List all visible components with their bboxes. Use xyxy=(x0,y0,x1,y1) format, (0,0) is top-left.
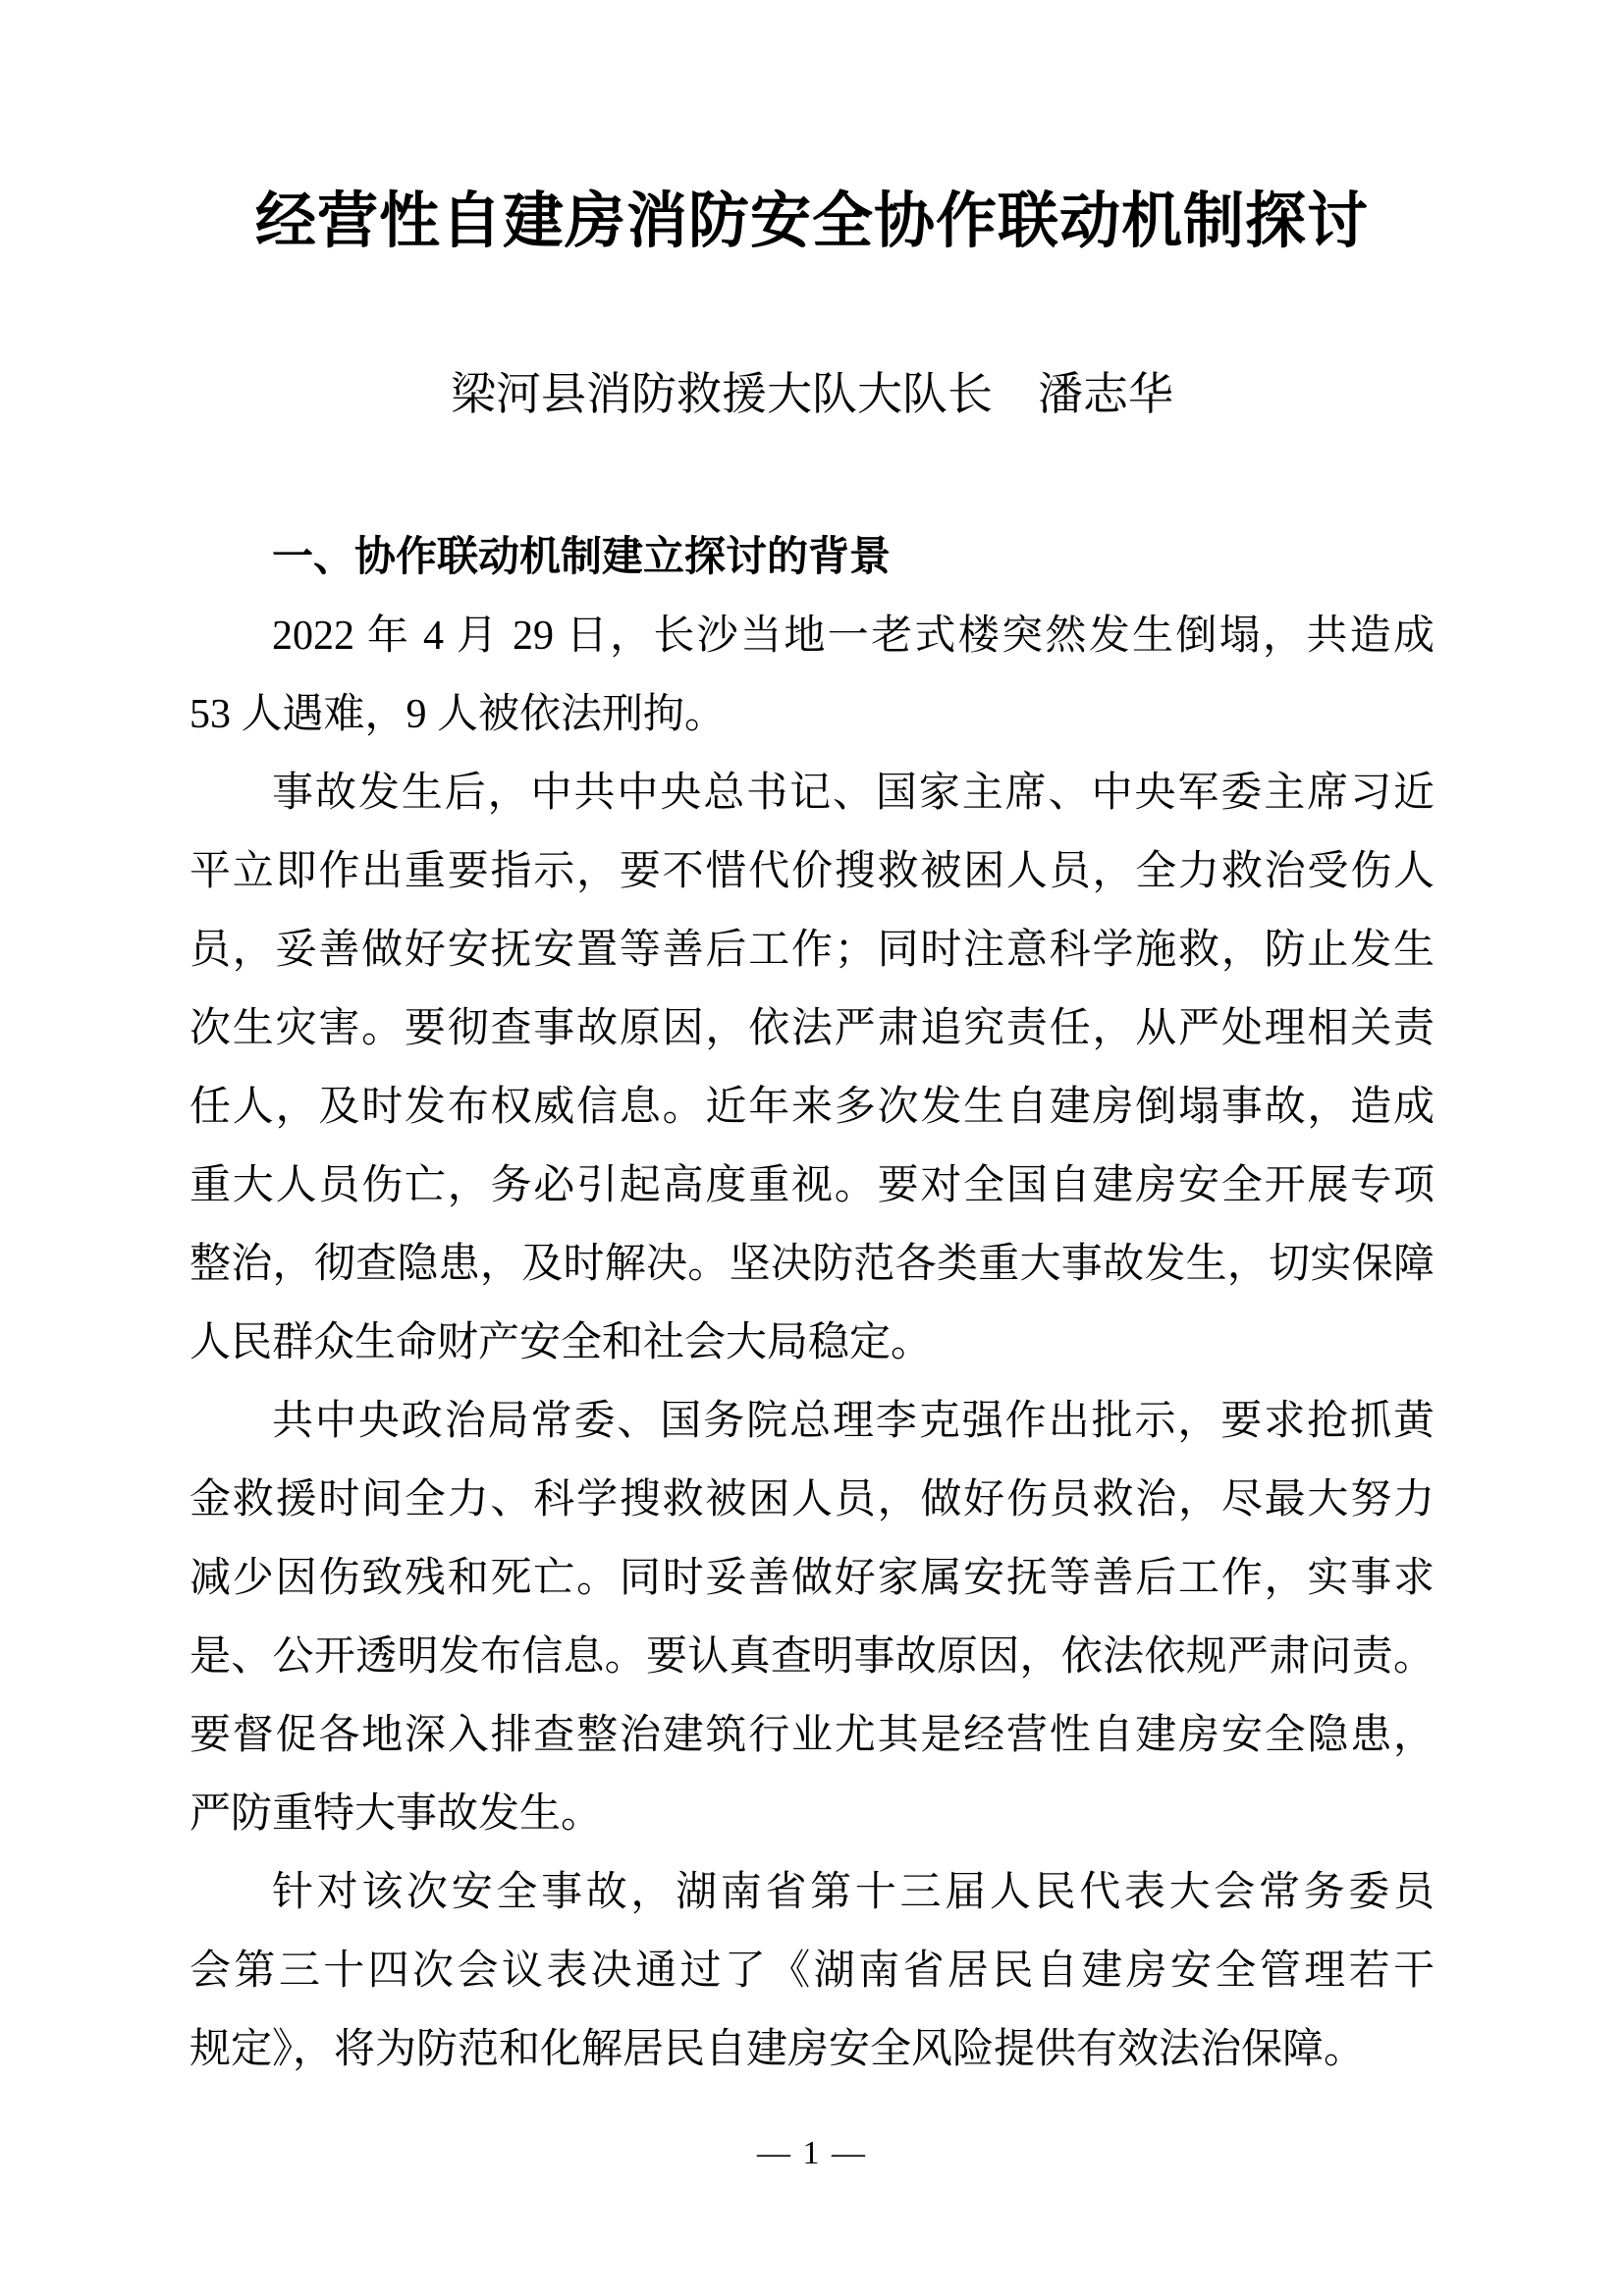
text-line: 人民群众生命财产安全和社会大局稳定。 xyxy=(189,1320,933,1365)
document-title: 经营性自建房消防安全协作联动机制探讨 xyxy=(254,188,1369,255)
text-line: 针对该次安全事故，湖南省第十三届人民代表大会常务委员 xyxy=(272,1870,1435,1915)
page-footer xyxy=(0,2122,1624,2185)
text-line: 重大人员伤亡，务必引起高度重视。要对全国自建房安全开展专项 xyxy=(189,1163,1435,1208)
document-body xyxy=(189,518,1435,2089)
byline: 梁河县消防救援大队大队长 潘志华 xyxy=(451,369,1173,419)
text-line: 是、公开透明发布信息。要认真查明事故原因，依法依规严肃问责。 xyxy=(189,1634,1435,1680)
text-line: 平立即作出重要指示，要不惜代价搜救被困人员，全力救治受伤人 xyxy=(189,849,1435,894)
text-line: 53 人遇难，9 人被依法刑拘。 xyxy=(189,692,727,737)
paragraph xyxy=(189,1382,1435,1853)
text-line: 任人，及时发布权威信息。近年来多次发生自建房倒塌事故，造成 xyxy=(189,1085,1435,1130)
text-line: 要督促各地深入排查整治建筑行业尤其是经营性自建房安全隐患， xyxy=(189,1713,1435,1758)
paragraph xyxy=(189,597,1435,754)
text-line: 严防重特大事故发生。 xyxy=(189,1791,603,1837)
text-line: 次生灾害。要彻查事故原因，依法严肃追究责任，从严处理相关责 xyxy=(189,1006,1435,1051)
text-line: 2022 年 4 月 29 日，长沙当地一老式楼突然发生倒塌，共造成 xyxy=(272,614,1435,659)
paragraph xyxy=(189,754,1435,1382)
section-heading: 一、协作联动机制建立探讨的背景 xyxy=(272,535,892,580)
page-number: — 1 — xyxy=(757,2135,867,2171)
text-line: 事故发生后，中共中央总书记、国家主席、中央军委主席习近 xyxy=(272,771,1435,816)
text-line: 规定》，将为防范和化解居民自建房安全风险提供有效法治保障。 xyxy=(189,2027,1366,2072)
text-line: 减少因伤致残和死亡。同时妥善做好家属安抚等善后工作，实事求 xyxy=(189,1556,1435,1601)
text-line: 整治，彻查隐患，及时解决。坚决防范各类重大事故发生，切实保障 xyxy=(189,1242,1435,1287)
text-line: 金救援时间全力、科学搜救被困人员，做好伤员救治，尽最大努力 xyxy=(189,1477,1435,1522)
paragraph xyxy=(189,1853,1435,2089)
text-line: 会第三十四次会议表决通过了《湖南省居民自建房安全管理若干 xyxy=(189,1949,1435,1994)
text-line: 共中央政治局常委、国务院总理李克强作出批示，要求抢抓黄 xyxy=(272,1399,1435,1444)
text-line: 员，妥善做好安抚安置等善后工作；同时注意科学施救，防止发生 xyxy=(189,928,1435,973)
